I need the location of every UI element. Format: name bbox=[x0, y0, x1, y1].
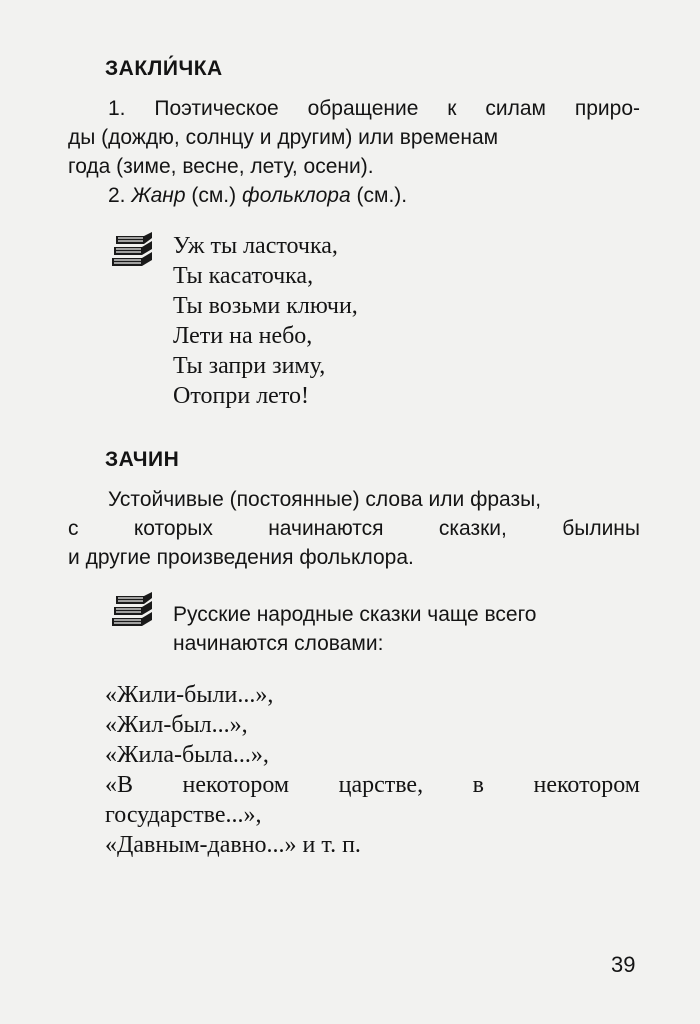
term-link-folklor: фольклора bbox=[241, 184, 351, 207]
definition-zachin bbox=[68, 485, 640, 572]
term-link-zhanr: Жанр bbox=[131, 184, 186, 207]
example-phrase: «Жили-были...», bbox=[105, 682, 274, 708]
poem-line: Отопри лето! bbox=[173, 383, 309, 409]
see-ref: (см.) bbox=[191, 184, 237, 207]
poem-line: Лети на небо, bbox=[173, 323, 313, 349]
poem-example bbox=[173, 231, 358, 411]
example-phrase: «Давным-давно...» и т. п. bbox=[105, 832, 361, 858]
poem-line: Ты касаточка, bbox=[173, 263, 314, 289]
definition-line: Устойчивые (постоянные) слова или фразы, bbox=[108, 488, 542, 511]
definition-line: и другие произведения фольклора. bbox=[68, 546, 414, 569]
definition-line bbox=[108, 181, 640, 210]
definition-zaklichka-1 bbox=[68, 94, 640, 181]
example-line: Русские народные сказки чаще всего bbox=[173, 603, 537, 626]
term-heading-zachin: ЗАЧИН bbox=[105, 448, 180, 471]
definition-number: 2. bbox=[108, 184, 126, 207]
poem-line: Ты запри зиму, bbox=[173, 353, 326, 379]
books-icon bbox=[108, 230, 156, 270]
definition-line: с которых начинаются сказки, былины bbox=[68, 517, 640, 540]
definition-line: ды (дождю, солнцу и другим) или временам bbox=[68, 126, 499, 149]
definition-zaklichka-2 bbox=[68, 181, 640, 210]
poem-line: Ты возьми ключи, bbox=[173, 293, 358, 319]
books-icon bbox=[108, 590, 156, 630]
definition-line: года (зиме, весне, лету, осени). bbox=[68, 155, 374, 178]
page-number: 39 bbox=[611, 952, 636, 977]
example-line: начинаются словами: bbox=[173, 632, 384, 655]
zachin-examples bbox=[105, 680, 640, 860]
term-heading-zaklichka: ЗАКЛИ́ЧКА bbox=[105, 57, 223, 80]
example-phrase: государстве...», bbox=[105, 802, 262, 828]
example-phrase: «Жил-был...», bbox=[105, 712, 248, 738]
see-ref: (см.). bbox=[356, 184, 408, 207]
example-phrase: «В некотором царстве, в некотором bbox=[105, 772, 640, 798]
poem-line: Уж ты ласточка, bbox=[173, 233, 338, 259]
example-phrase: «Жила-была...», bbox=[105, 742, 269, 768]
example-intro bbox=[173, 600, 536, 658]
definition-line: 1. Поэтическое обращение к силам приро- bbox=[108, 97, 640, 120]
